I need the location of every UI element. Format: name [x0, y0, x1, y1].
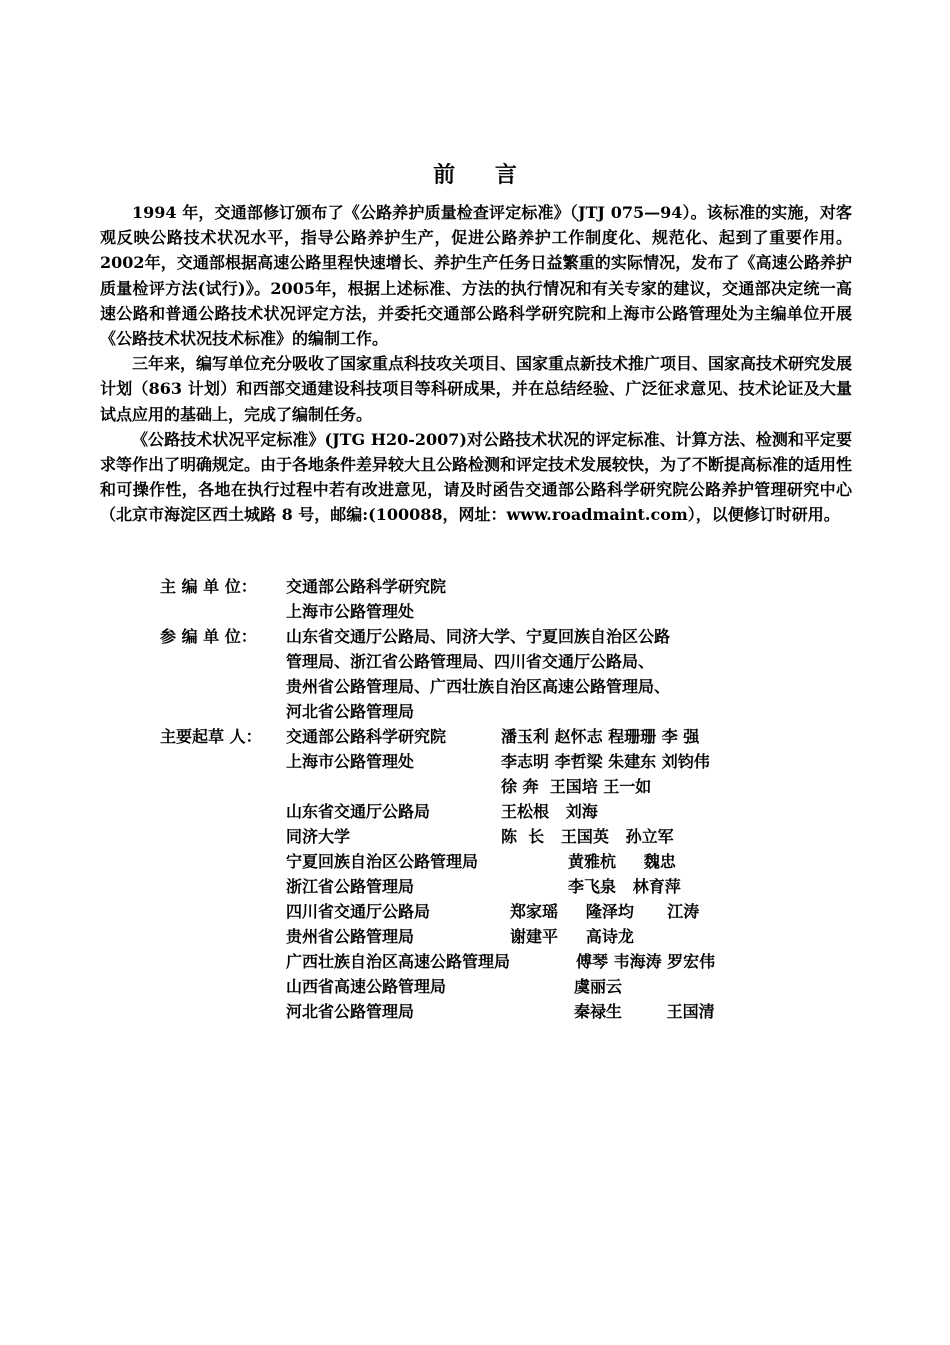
- drafter-entry: [286, 899, 850, 924]
- drafter-names: 谢建平 高诗龙: [510, 927, 634, 946]
- chief-units-label: 主 编 单 位：: [160, 577, 257, 596]
- drafter-names: 傅琴 韦海涛 罗宏伟: [576, 952, 716, 971]
- drafter-names: 王松根 刘海: [501, 802, 598, 821]
- drafter-entry: [286, 799, 850, 824]
- chief-units-list: [286, 574, 850, 624]
- drafter-org: [286, 774, 501, 799]
- drafter-org: 宁夏回族自治区公路管理局: [286, 852, 479, 871]
- drafter-entry: [286, 999, 850, 1024]
- participating-units-list: [286, 624, 850, 724]
- participating-units-label: 参 编 单 位：: [160, 627, 257, 646]
- drafter-org: 河北省公路管理局: [286, 1002, 415, 1021]
- drafters-label: 主要起草 人：: [160, 727, 262, 746]
- drafter-names: 郑家瑶 隆泽均 江涛: [510, 902, 700, 921]
- drafter-org: 山东省交通厅公路局: [286, 802, 431, 821]
- drafter-entry: [286, 974, 850, 999]
- paragraph-history: 1994 年，交通部修订颁布了《公路养护质量检查评定标准》（JTJ 075—94）。该标准的实施，对客观反映公路技术状况水平，指导公路养护生产，促进公路养护工作制度化、规范化、起到了重要作用。2002年，交通部根据高速公路里程快速增长、养护生产任务日益繁重的实际情况，发布了《高速公路养护质量检评方法(试行)》。2005年，根据上述标准、方法的执行情况和有关专家的建议，交通部决定统一高速公路和普通公路技术状况评定方法，并委托交通部公路科学研究院和上海市公路管理处为主编单位开展《公路技术状况技术标准》的编制工作。: [100, 203, 852, 349]
- drafter-entry: [286, 774, 850, 799]
- chief-units-row: [160, 574, 850, 624]
- drafters-list: [286, 724, 850, 1024]
- drafter-org: 贵州省公路管理局: [286, 927, 415, 946]
- drafter-org: 四川省交通厅公路局: [286, 902, 431, 921]
- drafter-entry: [286, 749, 850, 774]
- drafter-org: 广西壮族自治区高速公路管理局: [286, 952, 511, 971]
- participating-unit-line: 山东省交通厅公路局、同济大学、宁夏回族自治区公路: [286, 627, 671, 646]
- drafter-names: 潘玉利 赵怀志 程珊珊 李 强: [501, 727, 700, 746]
- drafter-entry: [286, 824, 850, 849]
- participating-units-row: [160, 624, 850, 724]
- drafter-org: 山西省高速公路管理局: [286, 977, 447, 996]
- drafter-entry: [286, 724, 850, 749]
- participating-unit-line: 河北省公路管理局: [286, 702, 415, 721]
- drafter-names: 秦禄生 王国清: [574, 1002, 715, 1021]
- page-title: 前 言: [433, 162, 533, 188]
- drafter-entry: [286, 849, 850, 874]
- drafter-names: 虞丽云: [574, 977, 623, 996]
- drafter-entry: [286, 924, 850, 949]
- drafter-names: 李飞泉 林育萍: [568, 877, 681, 896]
- drafter-entry: [286, 949, 850, 974]
- paragraph-compilation: 三年来，编写单位充分吸收了国家重点科技攻关项目、国家重点新技术推广项目、国家高技术研究发展计划（863 计划）和西部交通建设科技项目等科研成果，并在总结经验、广泛征求意见、技术论证及大量试点应用的基础上，完成了编制任务。: [100, 354, 853, 424]
- drafter-names: 陈 长 王国英 孙立军: [501, 827, 674, 846]
- drafter-org: 浙江省公路管理局: [286, 877, 415, 896]
- drafter-entry: [286, 874, 850, 899]
- chief-unit-line: 交通部公路科学研究院: [286, 577, 447, 596]
- chief-unit-line: 上海市公路管理处: [286, 602, 415, 621]
- drafter-names: 徐 奔 王国培 王一如: [501, 777, 652, 796]
- drafter-names: 黄雅杭 魏忠: [568, 852, 676, 871]
- paragraph-feedback: 《公路技术状况平定标准》(JTG H20-2007)对公路技术状况的评定标准、计算方法、检测和平定要求等作出了明确规定。由于各地条件差异较大且公路检测和评定技术发展较快，为了不断提高标准的适用性和可操作性，各地在执行过程中若有改进意见，请及时函告交通部公路科学研究院公路养护管理研究中心（北京市海淀区西土城路 8 号，邮编:(100088，网址：www.roadmaint.com），以便修订时研用。: [100, 429, 853, 525]
- participating-unit-line: 贵州省公路管理局、广西壮族自治区高速公路管理局、: [286, 677, 671, 696]
- preface-body: [100, 200, 852, 528]
- drafter-org: 交通部公路科学研究院: [286, 727, 447, 746]
- drafter-names: 李志明 李哲梁 朱建东 刘钧伟: [501, 752, 710, 771]
- participating-unit-line: 管理局、浙江省公路管理局、四川省交通厅公路局、: [286, 652, 655, 671]
- drafter-org: 上海市公路管理处: [286, 752, 415, 771]
- credits-block: [160, 574, 850, 1024]
- drafters-row: [160, 724, 850, 1024]
- drafter-org: 同济大学: [286, 827, 351, 846]
